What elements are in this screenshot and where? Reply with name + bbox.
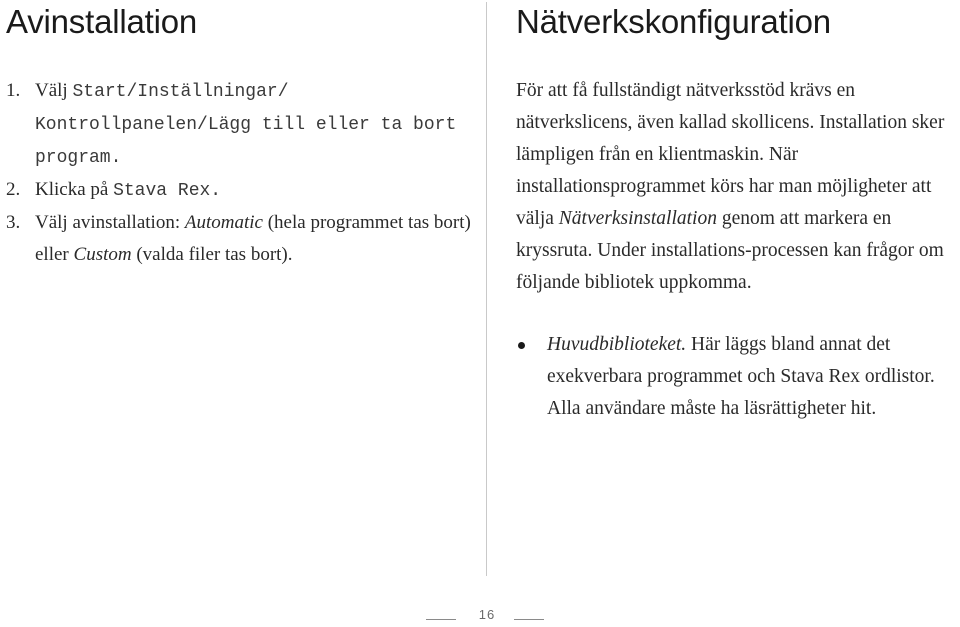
network-paragraph (516, 75, 956, 299)
network-config-section (516, 0, 956, 425)
step-text: (valda filer tas bort). (136, 244, 293, 265)
menu-path: Start/Inställningar/ Kontrollpanelen/Lägg till eller ta bort program. (35, 82, 457, 168)
step-number: 3. (6, 212, 21, 233)
step-number: 1. (6, 80, 21, 101)
step-text: Klicka på (35, 179, 109, 200)
library-list (516, 329, 956, 425)
step-2 (6, 174, 476, 207)
uninstall-section (6, 0, 476, 271)
uninstall-heading: Avinstallation (6, 3, 198, 40)
list-item-text: Här läggs bland annat det exekverbara programmet och Stava Rex ordlistor. Alla användare måste ha läsrättigheter hit. (547, 334, 935, 419)
program-name: Stava Rex. (113, 181, 222, 201)
list-item-term: Huvudbiblioteket. (547, 334, 687, 355)
network-install-option: Nätverksinstallation (558, 208, 717, 229)
page-number: 16 (478, 607, 496, 622)
option-custom: Custom (73, 244, 132, 265)
column-divider (486, 2, 487, 576)
uninstall-steps (6, 75, 476, 271)
page-footer (426, 607, 546, 627)
paragraph-text-end: genom att markera en kryssruta. Under installations-processen kan frågor om följande bibliotek uppkomma. (516, 208, 944, 293)
step-text: (hela programmet tas bort) eller (35, 212, 471, 265)
step-number: 2. (6, 179, 21, 200)
footer-rule-left (426, 619, 456, 620)
option-automatic: Automatic (184, 212, 263, 233)
footer-rule-right (514, 619, 544, 620)
list-item (516, 329, 956, 425)
step-text: Välj (35, 80, 68, 101)
bullet-icon (518, 342, 525, 349)
network-config-heading: Nätverkskonfiguration (516, 3, 831, 40)
step-text: Välj avinstallation: (35, 212, 181, 233)
paragraph-text: För att få fullständigt nätverksstöd krävs en nätverkslicens, även kallad skollicens. Installation sker lämpligen från en klientmaskin. När installationsprogrammet körs har man möjligheter att välja (516, 80, 945, 229)
step-3 (6, 207, 476, 271)
step-1 (6, 75, 476, 174)
